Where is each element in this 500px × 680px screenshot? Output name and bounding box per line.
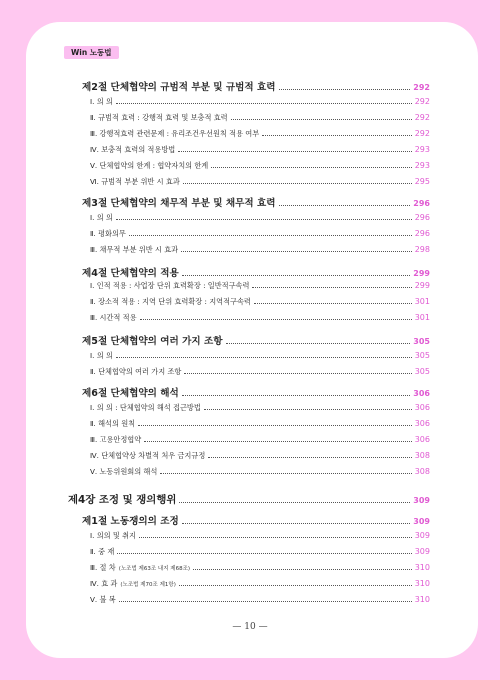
toc-section	[82, 195, 430, 209]
toc-page-number: 308	[414, 467, 430, 476]
toc-page-number: 310	[414, 563, 430, 572]
toc-entry-title: Ⅱ. 해석의 원칙	[90, 419, 136, 428]
toc-entry-title: Ⅲ. 고용안정협약	[90, 435, 142, 444]
dot-leader	[183, 183, 412, 184]
toc-page-number: 292	[413, 83, 430, 92]
toc-page-number: 296	[413, 199, 430, 208]
toc-item	[90, 579, 430, 589]
dot-leader	[182, 275, 411, 276]
dot-leader	[139, 537, 412, 538]
header-tag: Win 노동법	[64, 46, 119, 59]
toc-entry-title: Ⅵ. 규범적 부분 위반 시 효과	[90, 177, 180, 186]
toc-entry-title: Ⅳ. 효 과	[90, 579, 118, 588]
dot-leader	[226, 343, 411, 344]
toc-page-number: 293	[414, 145, 430, 154]
toc-entry-title: Ⅱ. 장소적 적용 : 지역 단위 효력확장 : 지역적구속력	[90, 297, 251, 306]
toc-entry-title: Ⅴ. 불 복	[90, 595, 116, 604]
toc-entry-title: Ⅱ. 평화의무	[90, 229, 126, 238]
toc-entry-title: Ⅰ. 의의 및 취지	[90, 531, 136, 540]
toc-item	[90, 129, 430, 139]
toc-page-number: 306	[413, 389, 430, 398]
toc-entry-title: Ⅳ. 보충적 효력의 적용방법	[90, 145, 176, 154]
toc-page-number: 305	[414, 367, 430, 376]
dot-leader	[184, 373, 411, 374]
toc-page-number: 306	[414, 419, 430, 428]
dot-leader	[129, 235, 412, 236]
toc-entry-title: Ⅰ. 의 의	[90, 213, 113, 222]
toc-entry-title: 제4장 조정 및 쟁의행위	[68, 494, 177, 506]
toc-item	[90, 351, 430, 361]
dot-leader	[193, 569, 412, 570]
toc-section	[82, 385, 430, 399]
toc-item	[90, 367, 430, 377]
toc-entry-title: Ⅱ. 단체협약의 여러 가지 조항	[90, 367, 182, 376]
toc-page-number: 292	[414, 129, 430, 138]
toc-page-number: 299	[413, 269, 430, 278]
toc-entry-note: (노조법 제70조 제1항)	[120, 582, 176, 588]
toc-page-number: 305	[413, 337, 430, 346]
toc-item	[90, 451, 430, 461]
toc-page-number: 306	[414, 403, 430, 412]
toc-section	[82, 333, 430, 347]
toc-item	[90, 547, 430, 557]
toc-entry-title: Ⅳ. 단체협약상 차별적 처우 금지규정	[90, 451, 206, 460]
toc-item	[90, 419, 430, 429]
toc-item	[90, 297, 430, 307]
toc-entry-title: Ⅰ. 의 의	[90, 351, 113, 360]
toc-entry-title: Ⅴ. 노동위원회의 해석	[90, 467, 158, 476]
dot-leader	[231, 119, 412, 120]
toc-entry-title: 제1절 노동쟁의의 조정	[82, 516, 179, 527]
toc-page-number: 292	[414, 113, 430, 122]
toc-item	[90, 313, 430, 323]
toc-entry-note: (노조법 제63조 내지 제68조)	[118, 566, 191, 572]
toc-page-number: 301	[414, 313, 430, 322]
toc-chapter	[68, 491, 430, 506]
dot-leader	[204, 409, 412, 410]
toc-item	[90, 113, 430, 123]
dot-leader	[279, 89, 411, 90]
toc-section	[82, 79, 430, 93]
dot-leader	[182, 523, 411, 524]
toc-entry-title: Ⅴ. 단체협약의 한계 : 협약자치의 한계	[90, 161, 209, 170]
toc-section	[82, 513, 430, 527]
toc-item	[90, 97, 430, 107]
dot-leader	[182, 395, 411, 396]
dot-leader	[279, 205, 411, 206]
toc-item	[90, 595, 430, 605]
toc-page-number: 296	[414, 213, 430, 222]
dot-leader	[144, 441, 412, 442]
toc-page-number: 301	[414, 297, 430, 306]
toc-item	[90, 145, 430, 155]
toc-page-number: 309	[414, 547, 430, 556]
toc-page-number: 295	[414, 177, 430, 186]
dot-leader	[252, 287, 411, 288]
toc-entry-title: 제2절 단체협약의 규범적 부분 및 규범적 효력	[82, 82, 276, 93]
toc-entry-title: Ⅲ. 절 차	[90, 563, 116, 572]
toc-page-number: 296	[414, 229, 430, 238]
dot-leader	[179, 502, 410, 503]
toc-entry-title: 제4절 단체협약의 적용	[82, 268, 179, 279]
toc-page-number: 305	[414, 351, 430, 360]
toc-page-number: 309	[414, 531, 430, 540]
toc-entry-title: 제6절 단체협약의 해석	[82, 388, 179, 399]
dot-leader	[208, 457, 411, 458]
toc-page-number: 310	[414, 579, 430, 588]
toc-entry-title: 제5절 단체협약의 여러 가지 조항	[82, 336, 223, 347]
toc-entry-title: Ⅱ. 규범적 효력 : 강행적 효력 및 보충적 효력	[90, 113, 228, 122]
toc-entry-title: Ⅲ. 강행적효력 관련문제 : 유리조건우선원칙 적용 여부	[90, 129, 260, 138]
dot-leader	[179, 585, 412, 586]
toc-section	[82, 265, 430, 279]
toc-page-number: 306	[414, 435, 430, 444]
toc-item	[90, 229, 430, 239]
dot-leader	[178, 151, 412, 152]
toc-entry-title: Ⅲ. 채무적 부분 위반 시 효과	[90, 245, 179, 254]
toc-entry-title: Ⅰ. 의 의	[90, 97, 113, 106]
toc-item	[90, 563, 430, 573]
dot-leader	[254, 303, 412, 304]
toc-item	[90, 177, 430, 187]
dot-leader	[160, 473, 411, 474]
toc-item	[90, 245, 430, 255]
toc-page-number: 293	[414, 161, 430, 170]
toc-page-number: 310	[414, 595, 430, 604]
dot-leader	[116, 357, 412, 358]
toc-page-number: 308	[414, 451, 430, 460]
toc-entry-title: Ⅰ. 인적 적용 : 사업장 단위 효력확장 : 일반적구속력	[90, 281, 250, 290]
toc-page-number: 298	[414, 245, 430, 254]
toc-item	[90, 281, 430, 291]
toc-page-number: 309	[413, 517, 430, 526]
toc-item	[90, 403, 430, 413]
toc-page-number: 299	[414, 281, 430, 290]
toc-item	[90, 213, 430, 223]
page-number: — 10 —	[232, 622, 268, 632]
dot-leader	[116, 103, 412, 104]
toc-entry-title: Ⅱ. 중 재	[90, 547, 115, 556]
dot-leader	[119, 601, 412, 602]
toc-page-number: 292	[414, 97, 430, 106]
dot-leader	[211, 167, 411, 168]
toc-item	[90, 467, 430, 477]
dot-leader	[117, 553, 411, 554]
dot-leader	[140, 319, 412, 320]
toc-entry-title: 제3절 단체협약의 채무적 부분 및 채무적 효력	[82, 198, 276, 209]
dot-leader	[262, 135, 412, 136]
toc-page-number: 309	[413, 496, 430, 505]
toc-item	[90, 435, 430, 445]
toc-entry-title: Ⅰ. 의 의 : 단체협약의 해석 접근방법	[90, 403, 201, 412]
toc-item	[90, 531, 430, 541]
toc-item	[90, 161, 430, 171]
dot-leader	[116, 219, 412, 220]
dot-leader	[138, 425, 412, 426]
toc-entry-title: Ⅲ. 시간적 적용	[90, 313, 137, 322]
dot-leader	[181, 251, 412, 252]
